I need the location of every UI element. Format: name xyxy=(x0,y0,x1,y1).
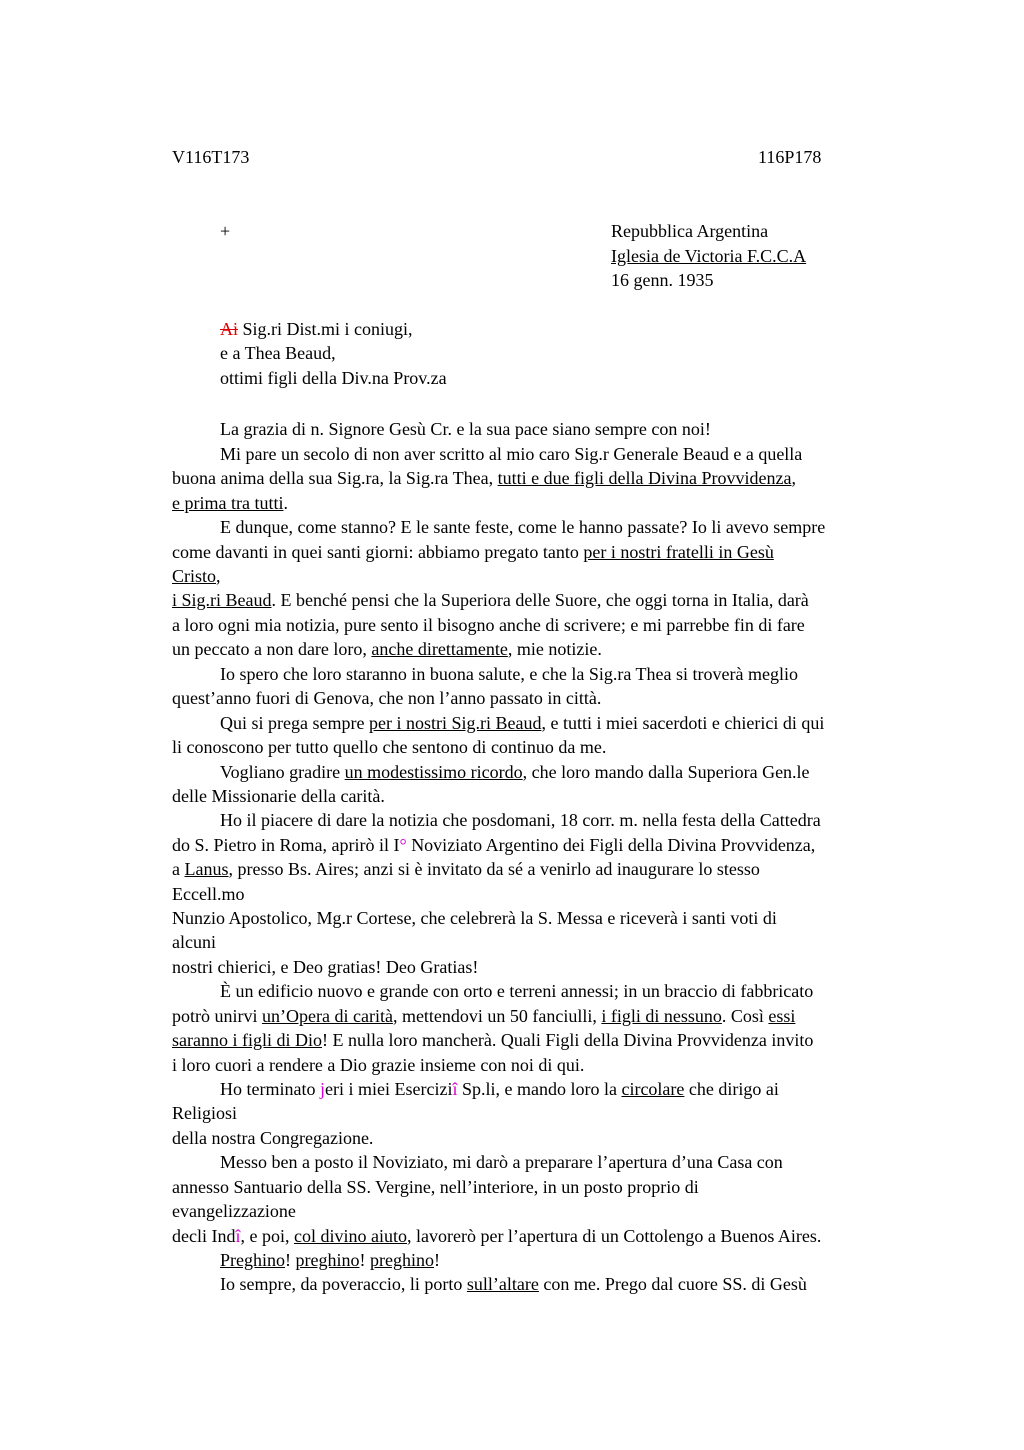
body-line: Io spero che loro staranno in buona salute, e che la Sig.ra Thea si troverà meglio xyxy=(220,664,798,684)
place-country: Repubblica Argentina xyxy=(611,221,769,241)
letter-date: 16 genn. 1935 xyxy=(611,270,714,290)
cross-mark: + xyxy=(220,221,231,241)
underlined-text: circolare xyxy=(621,1079,685,1099)
underlined-text: Preghino xyxy=(220,1250,285,1270)
body-line: alcuni xyxy=(172,932,216,952)
text-span: come davanti in quei santi giorni: abbiamo pregato tanto xyxy=(172,542,584,562)
underlined-text: per i nostri fratelli in Gesù xyxy=(583,542,774,562)
text-span: ! xyxy=(285,1250,296,1270)
text-span: buona anima della sua Sig.ra, la Sig.ra Thea, xyxy=(172,468,498,488)
body-line: delle Missionarie della carità. xyxy=(172,786,385,806)
body-line xyxy=(172,540,774,564)
body-line xyxy=(172,857,760,881)
body-line: nostri chierici, e Deo gratias! Deo Gratias! xyxy=(172,957,479,977)
text-span: ! xyxy=(433,1250,440,1270)
underlined-text: i Sig.ri Beaud xyxy=(172,590,272,610)
address-line-3: ottimi figli della Div.na Prov.za xyxy=(220,368,447,388)
underlined-text: sull’altare xyxy=(466,1274,539,1294)
text-span: con me. Prego dal cuore SS. di Gesù xyxy=(538,1274,807,1294)
body-line xyxy=(172,1004,795,1028)
underlined-text: col divino aiuto xyxy=(294,1226,407,1246)
body-line xyxy=(172,466,796,490)
text-span: ! xyxy=(359,1250,370,1270)
text-span: Io sempre, da poveraccio, li porto xyxy=(220,1274,467,1294)
body-line: È un edificio nuovo e grande con orto e terreni annessi; in un braccio di fabbricato xyxy=(220,981,814,1001)
body-line xyxy=(220,1248,440,1272)
text-span: , presso Bs. Aires; anzi si è invitato da sé a venirlo ad inaugurare lo stesso xyxy=(228,859,760,879)
body-line xyxy=(172,491,288,515)
text-span: , e poi, xyxy=(240,1226,294,1246)
text-span: Vogliano gradire xyxy=(220,762,345,782)
body-line xyxy=(172,1028,813,1052)
body-line xyxy=(172,637,602,661)
text-span: ! E nulla loro mancherà. Quali Figli della Divina Provvidenza invito xyxy=(321,1030,814,1050)
body-line xyxy=(220,1272,807,1296)
underlined-text: i figli di nessuno xyxy=(601,1006,722,1026)
underlined-text: e prima tra tutti xyxy=(172,493,284,513)
underlined-text: Cristo xyxy=(172,566,217,586)
underlined-text: Lanus xyxy=(184,859,229,879)
text-span: un peccato a non dare loro, xyxy=(172,639,372,659)
degree-mark: ° xyxy=(399,835,407,855)
body-line: Nunzio Apostolico, Mg.r Cortese, che celebrerà la S. Messa e riceverà i santi voti di xyxy=(172,908,777,928)
address-line-1 xyxy=(220,319,413,340)
text-span: , lavorerò per l’apertura di un Cottolengo a Buenos Aires. xyxy=(406,1226,822,1246)
text-span: Sp.li, e mando loro la xyxy=(457,1079,622,1099)
body-line xyxy=(220,760,810,784)
body-line: annesso Santuario della SS. Vergine, nell’interiore, in un posto proprio di xyxy=(172,1177,699,1197)
body-line: della nostra Congregazione. xyxy=(172,1128,374,1148)
body-line: i loro cuori a rendere a Dio grazie insieme con noi di qui. xyxy=(172,1055,585,1075)
body-line xyxy=(220,711,824,735)
text-span: , che loro mando dalla Superiora Gen.le xyxy=(522,762,810,782)
text-span: , mie notizie. xyxy=(507,639,602,659)
text-span: decli Ind xyxy=(172,1226,236,1246)
body-line: Religiosi xyxy=(172,1103,238,1123)
text-span: Ho terminato xyxy=(220,1079,320,1099)
highlight-letter: î xyxy=(452,1079,458,1099)
text-span: . xyxy=(283,493,288,513)
underlined-text: preghino xyxy=(369,1250,434,1270)
text-span: che dirigo ai xyxy=(684,1079,779,1099)
body-line: Messo ben a posto il Noviziato, mi darò a preparare l’apertura d’una Casa con xyxy=(220,1152,783,1172)
underlined-text: un’Opera di carità xyxy=(262,1006,393,1026)
text-span: , xyxy=(791,468,797,488)
underlined-text: un modestissimo ricordo xyxy=(344,762,523,782)
body-line: a loro ogni mia notizia, pure sento il bisogno anche di scrivere; e mi parrebbe fin di fare xyxy=(172,615,805,635)
underlined-text: anche direttamente xyxy=(371,639,508,659)
highlight-letter: j xyxy=(319,1079,325,1099)
document-code-right: 116P178 xyxy=(758,147,822,167)
text-span: Noviziato Argentino dei Figli della Divina Provvidenza, xyxy=(406,835,816,855)
body-line: Ho terminato jeri i miei Eserciziî Sp.li, e mando loro la circolare che dirigo ai xyxy=(220,1079,779,1099)
body-line: E dunque, come stanno? E le sante feste, come le hanno passate? Io li avevo sempre xyxy=(220,517,826,537)
underlined-text: preghino xyxy=(295,1250,360,1270)
underlined-text: tutti e due figli della Divina Provvidenza xyxy=(497,468,792,488)
body-line: quest’anno fuori di Genova, che non l’anno passato in città. xyxy=(172,688,602,708)
text-span: , xyxy=(216,566,221,586)
text-span: . E benché pensi che la Superiora delle Suore, che oggi torna in Italia, darà xyxy=(271,590,809,610)
body-line: Eccell.mo xyxy=(172,884,245,904)
body-line xyxy=(172,1224,821,1248)
text-span: , mettendovi un 50 fanciulli, xyxy=(392,1006,602,1026)
body-line xyxy=(172,564,221,588)
body-line xyxy=(172,833,815,857)
highlight-letter: î xyxy=(235,1226,241,1246)
body-line: Ho il piacere di dare la notizia che posdomani, 18 corr. m. nella festa della Cattedra xyxy=(220,810,821,830)
body-line: evangelizzazione xyxy=(172,1201,296,1221)
struck-word: Ai xyxy=(220,319,238,339)
document-code-left: V116T173 xyxy=(172,147,250,167)
text-span: , e tutti i miei sacerdoti e chierici di qui xyxy=(541,713,825,733)
text-span: potrò unirvi xyxy=(172,1006,262,1026)
text-span: Qui si prega sempre xyxy=(220,713,369,733)
text-span: a xyxy=(172,859,185,879)
address-line-2: e a Thea Beaud, xyxy=(220,343,336,363)
underlined-text: saranno i figli di Dio xyxy=(172,1030,322,1050)
body-line: Mi pare un secolo di non aver scritto al mio caro Sig.r Generale Beaud e a quella xyxy=(220,444,803,464)
body-line xyxy=(172,588,809,612)
body-line: li conoscono per tutto quello che sentono di continuo da me. xyxy=(172,737,607,757)
body-line: La grazia di n. Signore Gesù Cr. e la sua pace siano sempre con noi! xyxy=(220,419,711,439)
address-line-1-text: Sig.ri Dist.mi i coniugi, xyxy=(238,319,413,339)
text-span: do S. Pietro in Roma, aprirò il I xyxy=(172,835,400,855)
place-church: Iglesia de Victoria F.C.C.A xyxy=(611,246,807,266)
underlined-text: per i nostri Sig.ri Beaud xyxy=(368,713,542,733)
text-span: . Così xyxy=(721,1006,769,1026)
underlined-text: essi xyxy=(768,1006,796,1026)
